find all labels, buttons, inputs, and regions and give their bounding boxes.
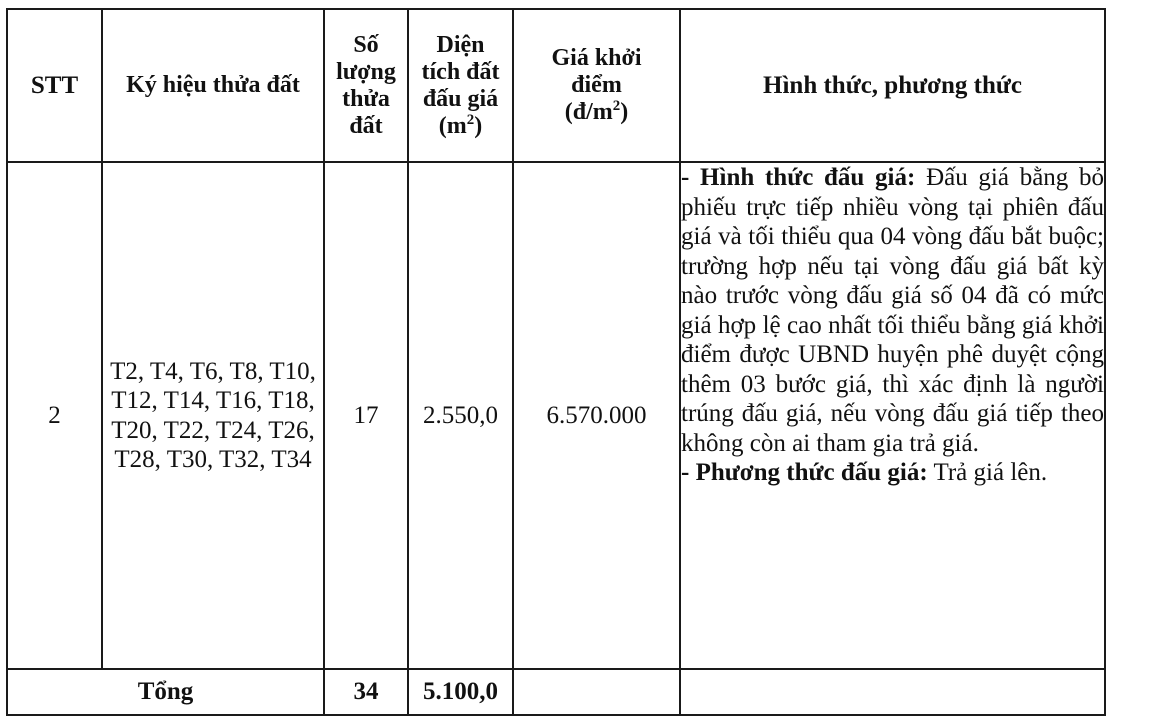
total-hinh-thuc-empty [680,669,1105,715]
total-so-luong: 34 [324,669,408,715]
total-dien-tich: 5.100,0 [408,669,513,715]
row-gia-khoi-diem: 6.570.000 [513,162,680,669]
header-gia-unit: $(đ/m^2)$ [564,98,629,125]
header-row [7,9,1105,162]
hinh-thuc-label: - Hình thức đấu giá: [681,164,916,191]
total-label: Tổng [7,669,324,715]
header-ky-hieu [102,9,324,162]
hinh-thuc-paragraph [681,163,1104,458]
header-so-luong-text: Số lượng thửa đất [336,31,396,139]
row-ky-hieu-text: T2, T4, T6, T8, T10, T12, T14, T16, T18, T20, T22, T24, T26, T28, T30, T32, T34 [110,357,316,473]
phuong-thuc-label: - Phương thức đấu giá: [681,459,928,486]
row-dien-tich: 2.550,0 [408,162,513,669]
auction-table [6,8,1106,716]
header-dien-tich-unit: $(m^2)$ [438,111,483,139]
header-stt: STT [7,9,102,162]
header-hinh-thuc: Hình thức, phương thức [680,9,1105,162]
phuong-thuc-text: Trả giá lên. [933,459,1048,486]
row-ky-hieu [102,162,324,669]
header-dien-tich-text: Diện tích đất đấu giá [421,31,500,112]
table-row [7,162,1105,669]
header-gia-khoi-diem [513,9,680,162]
header-ky-hieu-text: Ký hiệu thửa đất [126,72,300,98]
phuong-thuc-paragraph [681,458,1104,488]
header-dien-tich [408,9,513,162]
row-hinh-thuc [680,162,1105,669]
row-stt: 2 [7,162,102,669]
total-gia-empty [513,669,680,715]
total-row [7,669,1105,715]
row-so-luong: 17 [324,162,408,669]
hinh-thuc-text: Đấu giá bằng bỏ phiếu trực tiếp nhiều vòng tại phiên đấu giá và tối thiểu qua 04 vòng đấu bắt buộc; trường hợp nếu tại vòng đấu giá bất kỳ nào trước vòng đấu giá số 04 đã có mức giá hợp lệ cao nhất tối thiểu bằng giá khởi điểm được UBND huyện phê duyệt cộng thêm 03 bước giá, thì xác định là người trúng đấu giá, nếu vòng đấu giá tiếp theo không còn ai tham gia trả giá. [681,164,1105,457]
header-gia-text: Giá khởi điểm [551,45,642,98]
header-so-luong [324,9,408,162]
